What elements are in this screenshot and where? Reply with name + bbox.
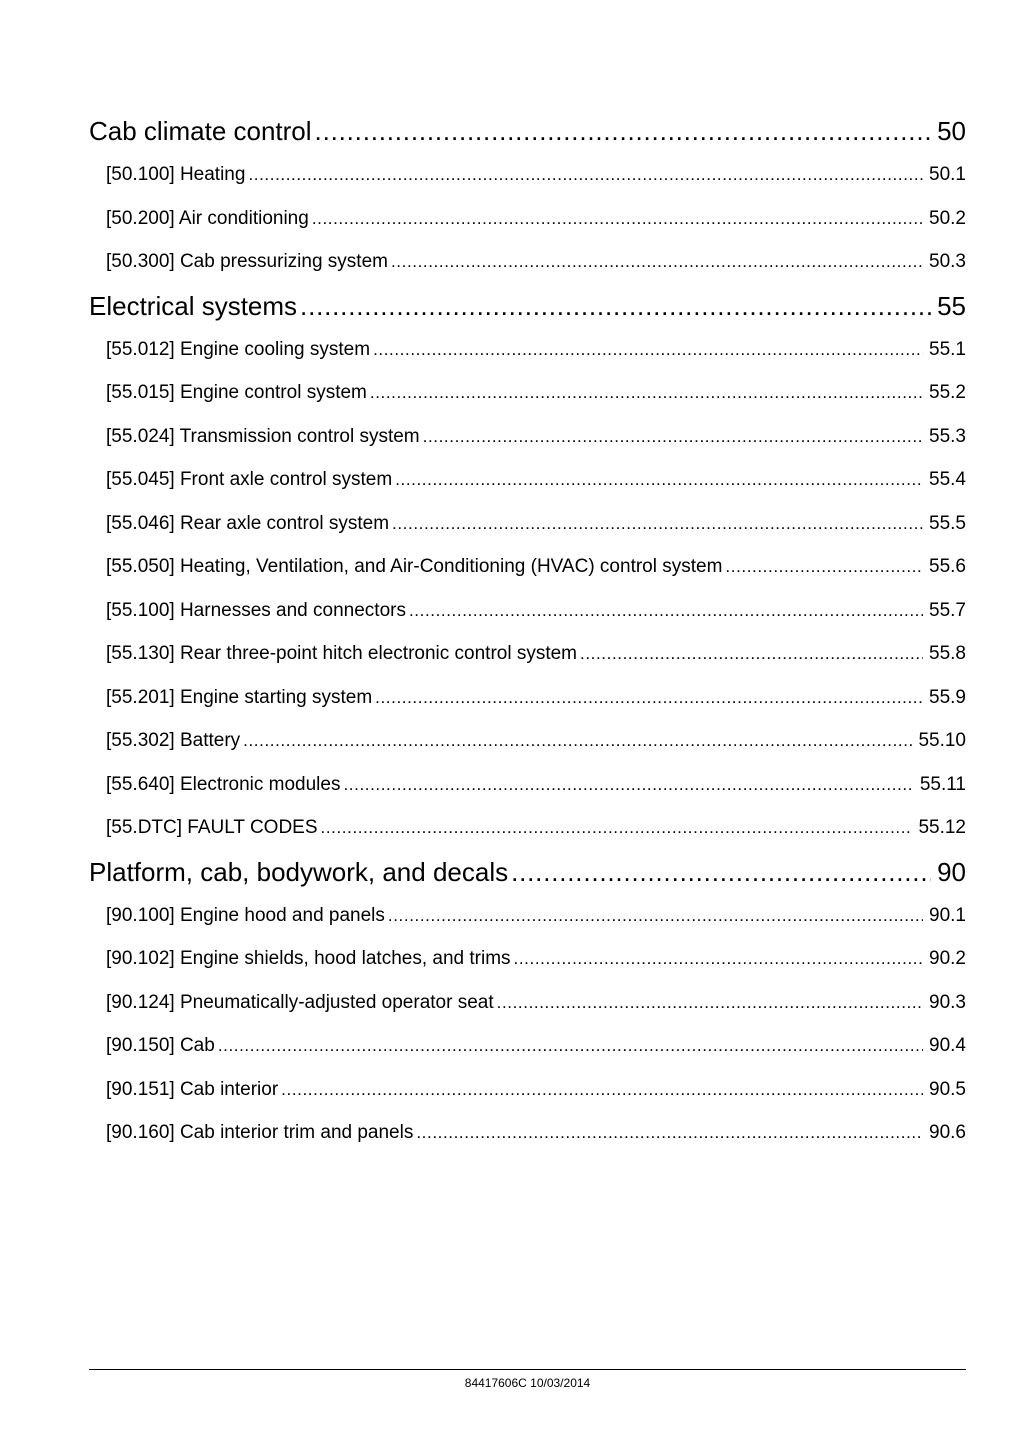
toc-entry[interactable] [89, 458, 966, 502]
dot-leader [511, 850, 931, 894]
entry-title: [90.151] Cab interior [106, 1078, 279, 1100]
toc-entry[interactable] [89, 153, 966, 197]
table-of-contents [89, 109, 966, 1155]
toc-entry[interactable] [89, 589, 966, 633]
entry-title: [50.200] Air conditioning [106, 207, 309, 229]
dot-leader [392, 502, 923, 546]
dot-leader [497, 981, 923, 1025]
dot-leader [243, 719, 912, 763]
entry-title: [90.102] Engine shields, hood latches, and trims [106, 948, 511, 969]
entry-page-number: 55.12 [918, 817, 966, 838]
toc-section-heading[interactable] [89, 109, 966, 153]
toc-entry[interactable] [89, 415, 966, 459]
dot-leader [370, 371, 923, 415]
dot-leader [395, 458, 923, 502]
toc-entry[interactable] [89, 1024, 966, 1068]
entry-page-number: 55.6 [929, 556, 966, 577]
toc-entry[interactable] [89, 676, 966, 720]
entry-title: [55.302] Battery [106, 730, 241, 751]
dot-leader [409, 589, 923, 633]
toc-entry[interactable] [89, 894, 966, 938]
dot-leader [580, 632, 923, 676]
entry-page-number: 90.4 [929, 1035, 966, 1056]
toc-entry[interactable] [89, 197, 966, 241]
footer-doc-id: 84417606C 10/03/2014 [464, 1376, 591, 1390]
section-page-number: 90 [937, 856, 966, 887]
section-title: Cab climate control [89, 116, 312, 146]
toc-entry[interactable] [89, 632, 966, 676]
entry-title: [55.640] Electronic modules [106, 773, 341, 795]
dot-leader [725, 545, 923, 589]
entry-title: [55.024] Transmission control system [106, 425, 420, 447]
entry-page-number: 55.3 [929, 425, 966, 447]
entry-title: [90.124] Pneumatically-adjusted operator seat [106, 991, 494, 1013]
dot-leader [312, 197, 923, 241]
toc-section [89, 109, 966, 284]
entry-title: [55.050] Heating, Ventilation, and Air-Conditioning (HVAC) control system [106, 556, 723, 577]
dot-leader [416, 1111, 923, 1155]
toc-section [89, 850, 966, 1155]
toc-entry[interactable] [89, 763, 966, 807]
entry-title: [55.015] Engine control system [106, 382, 367, 403]
dot-leader [514, 937, 923, 981]
toc-entry[interactable] [89, 1068, 966, 1112]
entry-page-number: 90.1 [929, 904, 966, 926]
entry-page-number: 55.5 [929, 512, 966, 534]
entry-page-number: 55.9 [929, 686, 966, 708]
entry-page-number: 90.3 [929, 991, 966, 1013]
entry-page-number: 55.7 [929, 599, 966, 621]
dot-leader [423, 415, 923, 459]
toc-section-heading[interactable] [89, 850, 966, 894]
entry-page-number: 55.10 [918, 730, 966, 751]
entry-title: [55.046] Rear axle control system [106, 512, 390, 534]
entry-page-number: 90.6 [929, 1122, 966, 1143]
dot-leader [375, 676, 923, 720]
dot-leader [248, 153, 923, 197]
toc-entry[interactable] [89, 806, 966, 850]
entry-page-number: 55.4 [929, 469, 966, 490]
section-title: Platform, cab, bodywork, and decals [89, 856, 509, 887]
entry-title: [90.150] Cab [106, 1035, 215, 1056]
entry-title: [55.201] Engine starting system [106, 686, 373, 708]
entry-title: [90.100] Engine hood and panels [106, 904, 385, 926]
entry-title: [50.300] Cab pressurizing system [106, 251, 388, 272]
dot-leader [281, 1068, 923, 1112]
toc-section [89, 284, 966, 850]
toc-entry[interactable] [89, 545, 966, 589]
toc-section-heading[interactable] [89, 284, 966, 328]
toc-entry[interactable] [89, 328, 966, 372]
toc-entry[interactable] [89, 371, 966, 415]
toc-entry[interactable] [89, 719, 966, 763]
entry-title: [50.100] Heating [106, 164, 246, 185]
dot-leader [391, 240, 923, 284]
entry-page-number: 55.2 [929, 382, 966, 403]
entry-page-number: 55.8 [929, 643, 966, 664]
dot-leader [388, 894, 923, 938]
toc-entry[interactable] [89, 1111, 966, 1155]
entry-title: [90.160] Cab interior trim and panels [106, 1122, 414, 1143]
entry-title: [55.DTC] FAULT CODES [106, 817, 318, 838]
footer-divider [89, 1369, 966, 1370]
dot-leader [321, 806, 913, 850]
entry-page-number: 55.1 [929, 338, 966, 360]
dot-leader [218, 1024, 923, 1068]
dot-leader [373, 328, 923, 372]
dot-leader [343, 763, 913, 807]
entry-title: [55.045] Front axle control system [106, 469, 393, 490]
toc-entry[interactable] [89, 981, 966, 1025]
entry-title: [55.130] Rear three-point hitch electronic control system [106, 643, 578, 664]
entry-page-number: 90.2 [929, 948, 966, 969]
toc-entry[interactable] [89, 240, 966, 284]
dot-leader [315, 109, 932, 153]
entry-title: [55.012] Engine cooling system [106, 338, 371, 360]
entry-page-number: 50.1 [929, 164, 966, 185]
entry-page-number: 50.3 [929, 251, 966, 272]
entry-page-number: 90.5 [929, 1078, 966, 1100]
entry-title: [55.100] Harnesses and connectors [106, 599, 406, 621]
entry-page-number: 50.2 [929, 207, 966, 229]
section-title: Electrical systems [89, 290, 298, 321]
section-page-number: 55 [937, 290, 966, 321]
toc-entry[interactable] [89, 502, 966, 546]
section-page-number: 50 [937, 116, 966, 146]
dot-leader [300, 284, 931, 328]
entry-page-number: 55.11 [919, 773, 966, 795]
toc-entry[interactable] [89, 937, 966, 981]
